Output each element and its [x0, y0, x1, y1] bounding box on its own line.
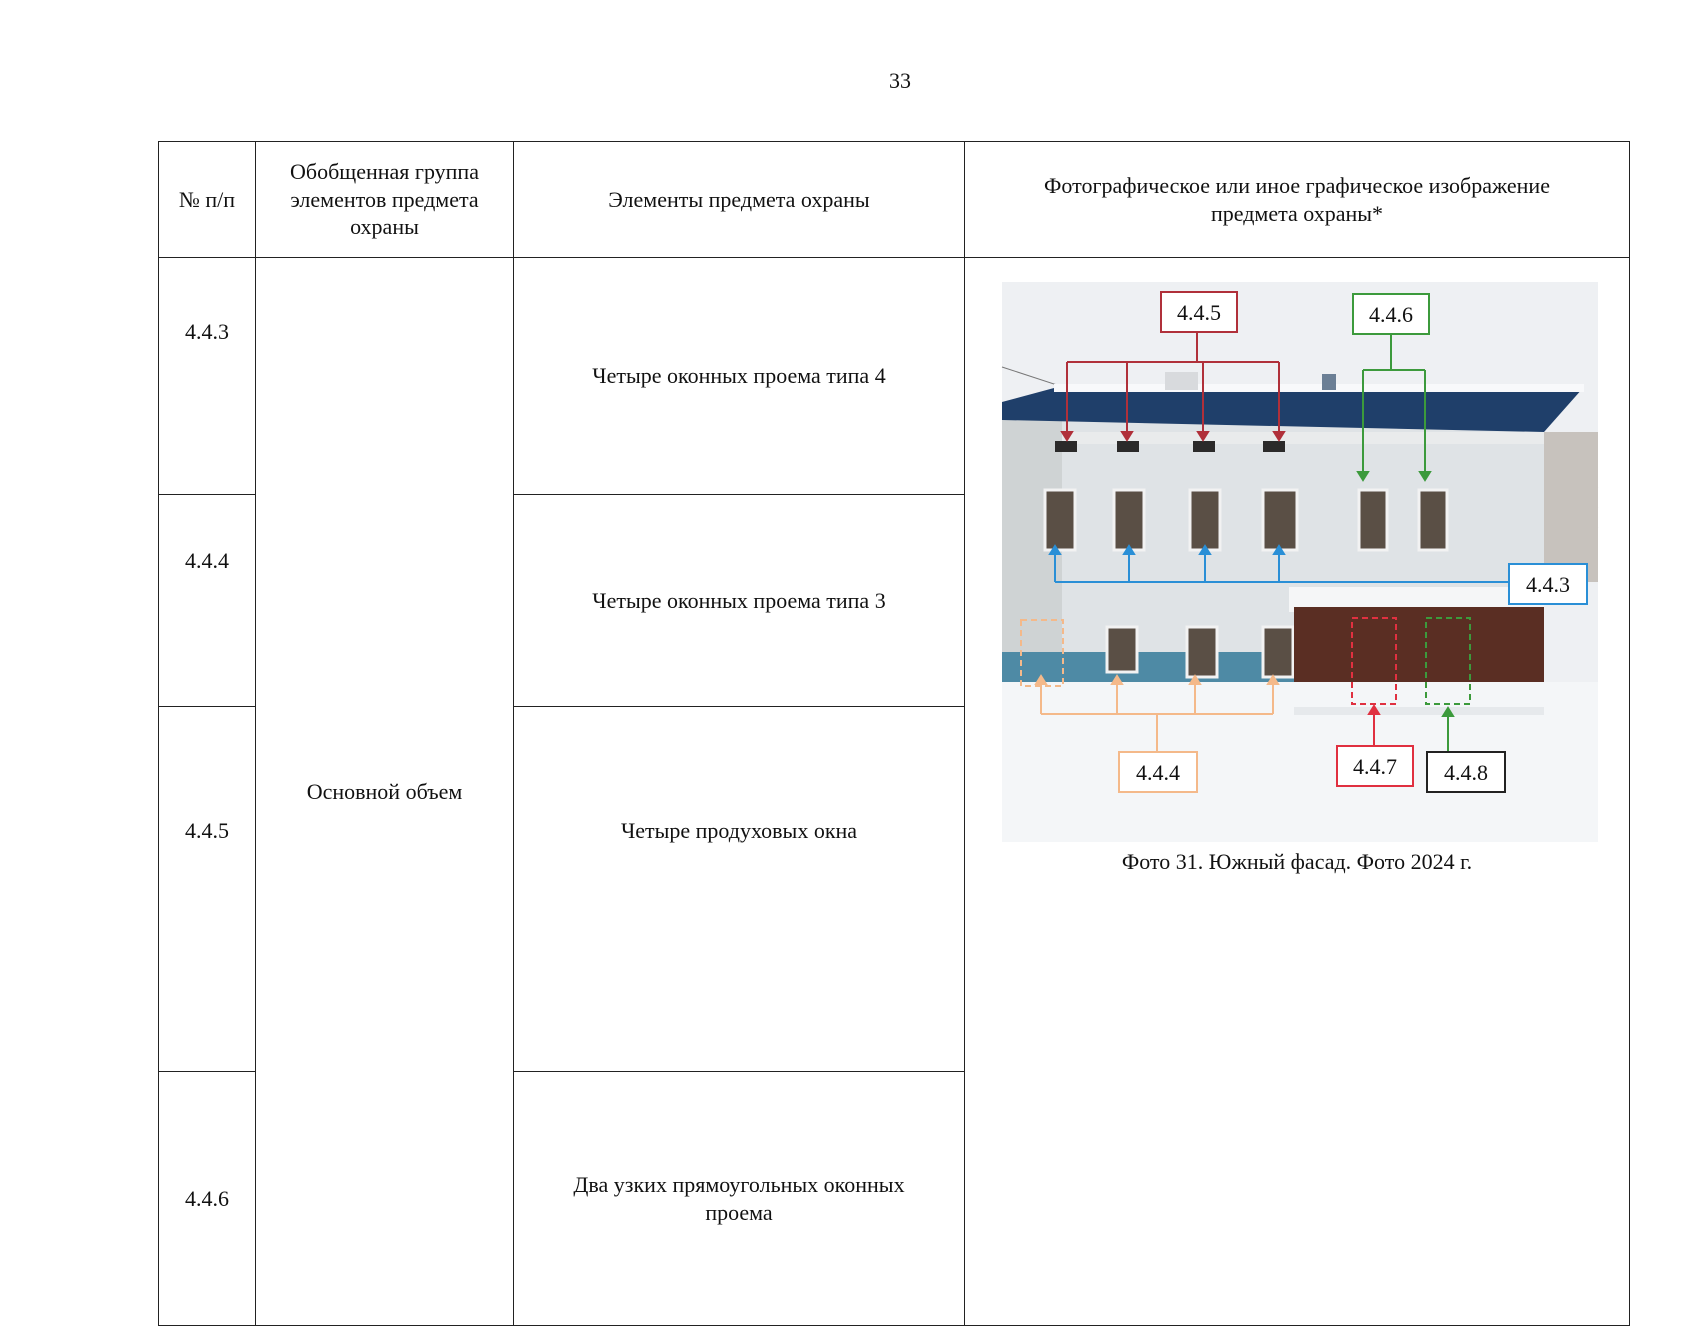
row-num: 4.4.5	[159, 707, 256, 1072]
svg-text:4.4.5: 4.4.5	[1177, 300, 1221, 325]
row-element: Четыре продуховых окна	[514, 707, 965, 1072]
row-num: 4.4.3	[159, 258, 256, 495]
svg-text:4.4.7: 4.4.7	[1353, 754, 1397, 779]
row-num: 4.4.6	[159, 1072, 256, 1326]
row-element: Четыре оконных проема типа 4	[514, 258, 965, 495]
svg-text:4.4.8: 4.4.8	[1444, 760, 1488, 785]
group-cell: Основной объем	[256, 258, 514, 1326]
photo-cell	[965, 258, 1630, 1326]
facade-photo	[989, 282, 1629, 842]
photo-wrap	[965, 258, 1629, 1086]
table-row	[159, 258, 1630, 495]
row-element: Четыре оконных проема типа 3	[514, 495, 965, 707]
page-number: 33	[889, 68, 911, 93]
label-444	[1119, 752, 1197, 792]
label-445	[1161, 292, 1237, 332]
svg-text:4.4.3: 4.4.3	[1526, 572, 1570, 597]
row-element: Два узких прямоугольных оконных проема	[514, 1072, 965, 1326]
svg-text:4.4.4: 4.4.4	[1136, 760, 1180, 785]
label-446	[1353, 294, 1429, 334]
label-448	[1427, 752, 1505, 792]
header-group: Обобщенная группа элементов предмета охраны	[256, 142, 514, 258]
label-443	[1509, 564, 1587, 604]
svg-text:4.4.6: 4.4.6	[1369, 302, 1413, 327]
header-num: № п/п	[159, 142, 256, 258]
table-header-row	[159, 142, 1630, 258]
protection-table	[158, 141, 1630, 1326]
label-447	[1337, 746, 1413, 786]
photo-caption: Фото 31. Южный фасад. Фото 2024 г.	[1121, 849, 1473, 874]
row-num: 4.4.4	[159, 495, 256, 707]
header-photo: Фотографическое или иное графическое изображение предмета охраны*	[965, 142, 1630, 258]
header-elements: Элементы предмета охраны	[514, 142, 965, 258]
